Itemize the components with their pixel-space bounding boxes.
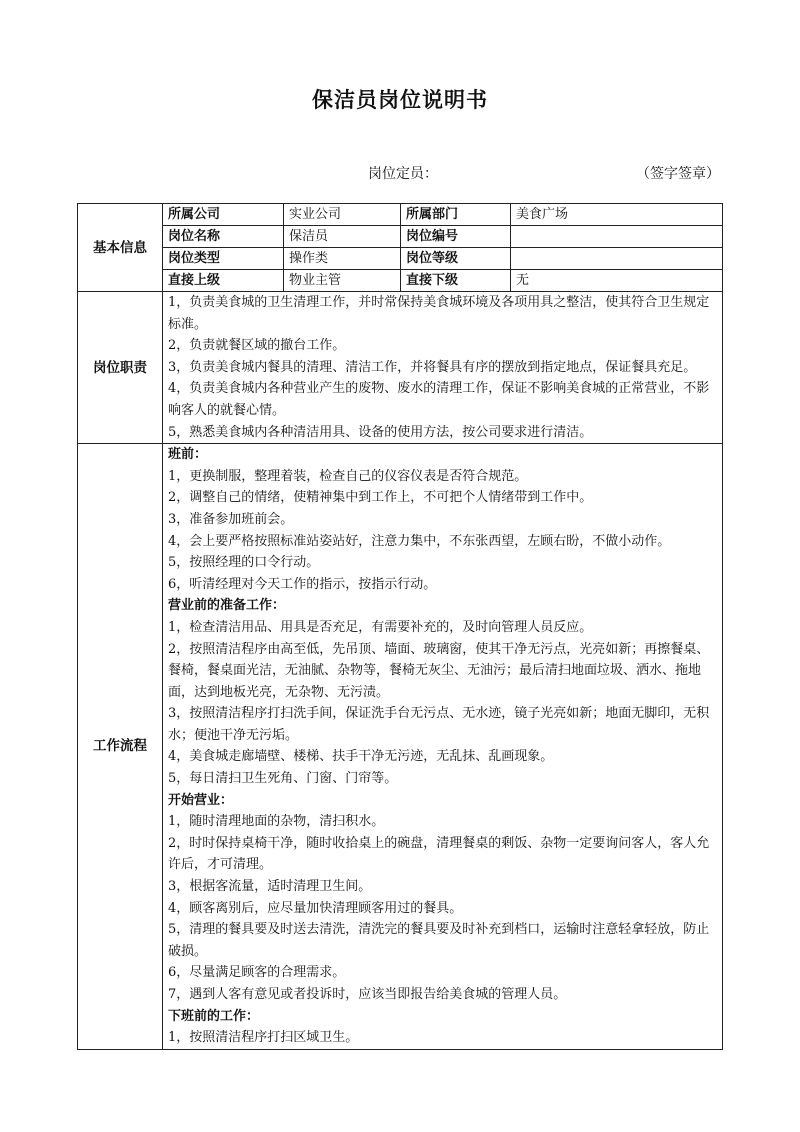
workflow-item: 5，按照经理的口令行动。 (168, 555, 320, 571)
workflow-heading: 开始营业： (168, 792, 234, 808)
workflow-item: 3，根据客流量，适时清理卫生间。 (168, 879, 372, 895)
basic-info-value: 美食广场 (511, 204, 723, 226)
workflow-item: 1，更换制服，整理着装，检查自己的仪容仪表是否符合规范。 (168, 468, 528, 484)
workflow-label: 工作流程 (78, 444, 163, 1050)
workflow-item: 3，准备参加班前会。 (168, 511, 294, 527)
basic-info-value: 无 (511, 270, 723, 292)
workflow-item: 2，按照清洁程序由高至低，先吊顶、墙面、玻璃窗，使其干净无污点，光亮如新；再擦餐桌、餐椅，餐桌面光洁，无油腻、杂物等，餐椅无灰尘、无油污；最后清扫地面垃圾、洒水、拖地面，达到地板光亮，无杂物、无污渍。 (168, 641, 710, 700)
basic-info-value (511, 248, 723, 270)
workflow-item: 6，听清经理对今天工作的指示，按指示行动。 (168, 576, 437, 592)
duty-item: 1，负责美食城的卫生清理工作，并时常保持美食城环境及各项用具之整洁，使其符合卫生规定标准。 (168, 295, 710, 332)
job-description-table (77, 203, 723, 1050)
workflow-item: 4，美食城走廊墙壁、楼梯、扶手干净无污迹，无乱抹、乱画现象。 (168, 749, 554, 765)
basic-info-value: 物业主管 (284, 270, 401, 292)
workflow-item: 6，尽量满足顾客的合理需求。 (168, 965, 346, 981)
document-title: 保洁员岗位说明书 (312, 87, 488, 112)
duties-content (163, 292, 723, 444)
workflow-item: 1，检查清洁用品、用具是否充足，有需要补充的，及时向管理人员反应。 (168, 619, 593, 635)
duty-item: 4，负责美食城内各种营业产生的废物、废水的清理工作，保证不影响美食城的正常营业，不影响客人的就餐心情。 (168, 381, 710, 418)
workflow-heading: 班前： (168, 447, 208, 463)
workflow-item: 4，会上要严格按照标准站姿站好，注意力集中，不东张西望，左顾右盼，不做小动作。 (168, 533, 671, 549)
duties-section (78, 292, 723, 444)
workflow-item: 2，时时保持桌椅干净，随时收拾桌上的碗盘，清理餐桌的剩饭、杂物一定要询问客人，客人允许后，才可清理。 (168, 835, 710, 873)
workflow-item: 4，顾客离别后，应尽量加快清理顾客用过的餐具。 (168, 900, 463, 916)
workflow-item: 2，调整自己的情绪，使精神集中到工作上，不可把个人情绪带到工作中。 (168, 490, 593, 506)
basic-info-section (78, 204, 723, 292)
duties-label: 岗位职责 (78, 292, 163, 444)
basic-info-label: 基本信息 (78, 204, 163, 292)
basic-info-key: 岗位名称 (163, 226, 284, 248)
basic-info-value: 操作类 (284, 248, 401, 270)
workflow-item: 3，按照清洁程序打扫洗手间，保证洗手台无污点、无水迹，镜子光亮如新；地面无脚印，无积水；便池干净无污垢。 (168, 706, 710, 743)
workflow-section (78, 444, 723, 1050)
basic-info-value: 保洁员 (284, 226, 401, 248)
workflow-item: 1，按照清洁程序打扫区域卫生。 (168, 1030, 359, 1046)
staff-quota-label: 岗位定员： (368, 166, 438, 182)
basic-info-key: 岗位等级 (401, 248, 511, 270)
workflow-content (163, 444, 723, 1050)
duty-item: 2，负责就餐区域的撤台工作。 (168, 338, 346, 354)
workflow-item: 5，清理的餐具要及时送去清洗，清洗完的餐具要及时补充到档口，运输时注意轻拿轻放，防止破损。 (168, 922, 710, 959)
workflow-heading: 下班前的工作： (168, 1008, 260, 1024)
workflow-item: 1，随时清理地面的杂物，清扫积水。 (168, 814, 385, 830)
basic-info-key: 岗位编号 (401, 226, 511, 248)
duty-item: 5，熟悉美食城内各种清洁用具、设备的使用方法，按公司要求进行清洁。 (168, 424, 593, 440)
basic-info-key: 直接下级 (401, 270, 511, 292)
basic-info-value: 实业公司 (284, 204, 401, 226)
workflow-item: 7，遇到人客有意见或者投诉时，应该当即报告给美食城的管理人员。 (168, 987, 567, 1002)
basic-info-key: 岗位类型 (163, 248, 284, 270)
duty-item: 3，负责美食城内餐具的清理、清洁工作，并将餐具有序的摆放到指定地点，保证餐具充足。 (168, 359, 697, 375)
basic-info-key: 所属公司 (163, 204, 284, 226)
signature-label: （签字签章） (636, 166, 720, 182)
basic-info-key: 直接上级 (163, 270, 284, 292)
workflow-heading: 营业前的准备工作： (168, 598, 286, 614)
workflow-item: 5，每日清扫卫生死角、门窗、门帘等。 (168, 771, 398, 787)
basic-info-key: 所属部门 (401, 204, 511, 226)
basic-info-value (511, 226, 723, 248)
